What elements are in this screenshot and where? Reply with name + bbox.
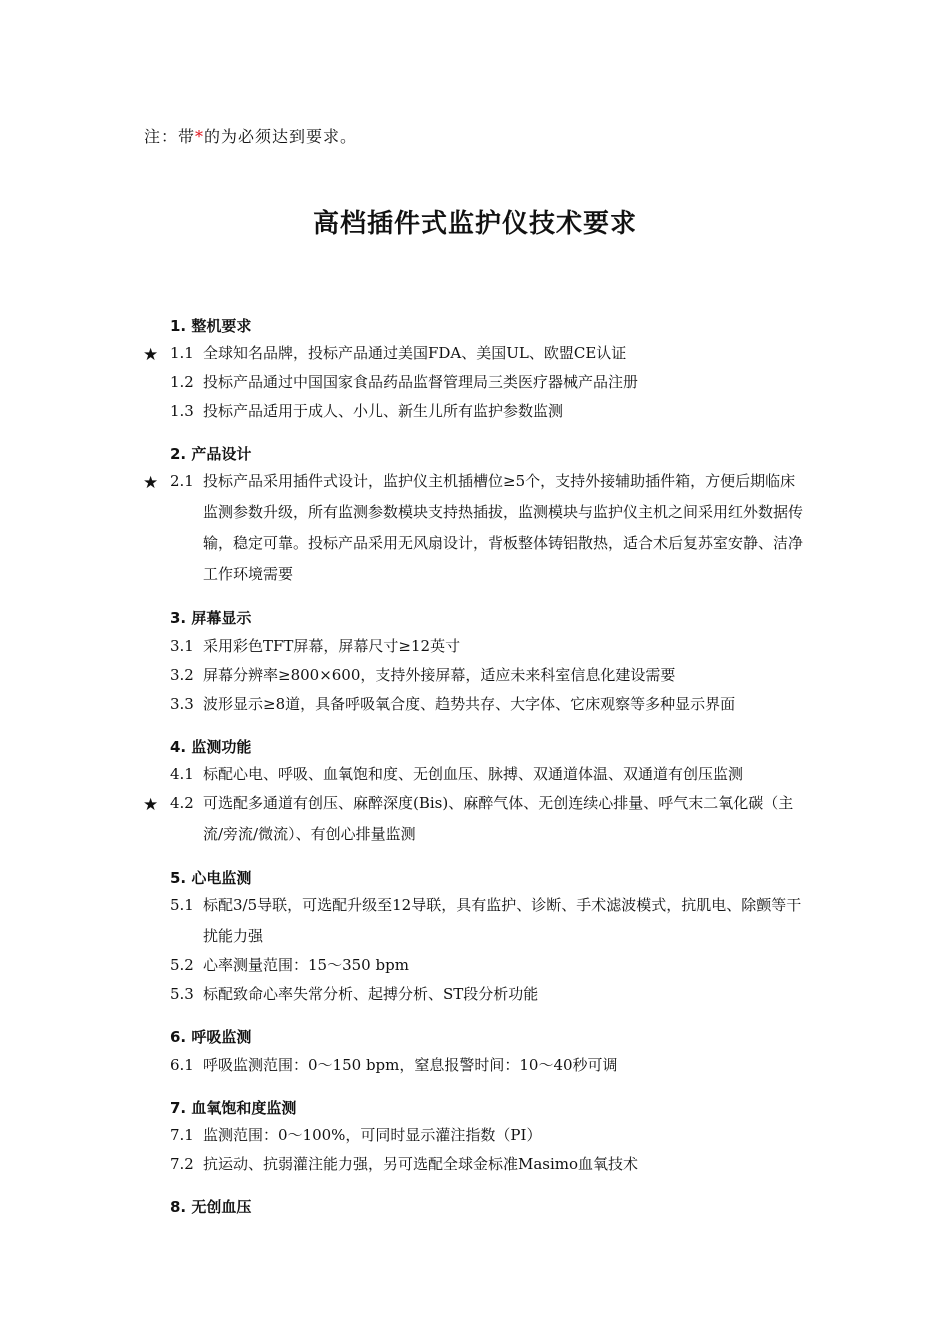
item-number: 4.2 xyxy=(170,794,194,812)
list-item xyxy=(170,979,810,1010)
section-heading: 1. 整机要求 xyxy=(170,317,252,335)
item-number: 1.3 xyxy=(170,402,194,420)
section-heading: 4. 监测功能 xyxy=(170,738,252,756)
requirement-note xyxy=(144,126,357,148)
section-heading: 3. 屏幕显示 xyxy=(170,609,252,627)
item-text: 采用彩色TFT屏幕，屏幕尺寸≥12英寸 xyxy=(203,637,461,655)
list-item xyxy=(170,788,810,850)
list-item xyxy=(170,367,810,398)
item-number: 5.1 xyxy=(170,896,194,914)
star-icon: ★ xyxy=(143,473,159,493)
list-item xyxy=(170,660,810,691)
item-text: 投标产品通过中国国家食品药品监督管理局三类医疗器械产品注册 xyxy=(203,373,639,391)
item-text: 全球知名品牌，投标产品通过美国FDA、美国UL、欧盟CE认证 xyxy=(203,344,627,362)
item-text: 投标产品适用于成人、小儿、新生儿所有监护参数监测 xyxy=(203,402,564,420)
item-text: 可选配多通道有创压、麻醉深度(Bis)、麻醉气体、无创连续心排量、呼气末二氧化碳（主流/旁流/微流）、有创心排量监测 xyxy=(203,794,794,843)
list-item xyxy=(170,1050,810,1081)
item-number: 1.1 xyxy=(170,344,194,362)
star-icon: ★ xyxy=(143,345,159,365)
item-text: 心率测量范围：15～350 bpm xyxy=(203,956,409,974)
list-item xyxy=(170,1149,810,1180)
item-number: 3.3 xyxy=(170,695,194,713)
list-item xyxy=(170,396,810,427)
list-item xyxy=(170,950,810,981)
list-item xyxy=(170,466,810,590)
item-number: 4.1 xyxy=(170,765,194,783)
star-icon: ★ xyxy=(143,795,159,815)
item-text: 呼吸监测范围：0～150 bpm，窒息报警时间：10～40秒可调 xyxy=(203,1056,618,1074)
list-item xyxy=(170,759,810,790)
list-item xyxy=(170,1120,810,1151)
section-heading: 8. 无创血压 xyxy=(170,1198,252,1216)
section-heading: 5. 心电监测 xyxy=(170,869,252,887)
item-text: 标配心电、呼吸、血氧饱和度、无创血压、脉搏、双通道体温、双通道有创压监测 xyxy=(203,765,744,783)
item-text: 标配致命心率失常分析、起搏分析、ST段分析功能 xyxy=(203,985,539,1003)
list-item xyxy=(170,689,810,720)
item-number: 1.2 xyxy=(170,373,194,391)
item-number: 3.1 xyxy=(170,637,194,655)
section-heading: 6. 呼吸监测 xyxy=(170,1028,252,1046)
item-number: 5.3 xyxy=(170,985,194,1003)
section-heading: 7. 血氧饱和度监测 xyxy=(170,1099,297,1117)
section-heading: 2. 产品设计 xyxy=(170,445,252,463)
item-number: 7.1 xyxy=(170,1126,194,1144)
note-prefix: 注：带 xyxy=(144,127,196,146)
required-mark: * xyxy=(195,127,205,146)
item-text: 监测范围：0～100%，可同时显示灌注指数（PI） xyxy=(203,1126,542,1144)
item-text: 抗运动、抗弱灌注能力强，另可选配全球金标准Masimo血氧技术 xyxy=(203,1155,639,1173)
item-text: 标配3/5导联，可选配升级至12导联，具有监护、诊断、手术滤波模式，抗肌电、除颤等干扰能力强 xyxy=(203,896,802,945)
item-number: 6.1 xyxy=(170,1056,194,1074)
item-number: 2.1 xyxy=(170,472,194,490)
list-item xyxy=(170,890,810,952)
item-number: 5.2 xyxy=(170,956,194,974)
list-item xyxy=(170,338,810,369)
item-text: 屏幕分辨率≥800×600，支持外接屏幕，适应未来科室信息化建设需要 xyxy=(203,666,676,684)
list-item xyxy=(170,631,810,662)
document-title: 高档插件式监护仪技术要求 xyxy=(312,209,637,239)
item-number: 7.2 xyxy=(170,1155,194,1173)
note-suffix: 的为必须达到要求。 xyxy=(204,127,358,146)
item-text: 波形显示≥8道，具备呼吸氧合度、趋势共存、大字体、它床观察等多种显示界面 xyxy=(203,695,736,713)
item-text: 投标产品采用插件式设计，监护仪主机插槽位≥5个，支持外接辅助插件箱，方便后期临床监测参数升级，所有监测参数模块支持热插拔，监测模块与监护仪主机之间采用红外数据传输，稳定可靠。投标产品采用无风扇设计，背板整体铸铝散热，适合术后复苏室安静、洁净工作环境需要 xyxy=(203,472,804,583)
item-number: 3.2 xyxy=(170,666,194,684)
